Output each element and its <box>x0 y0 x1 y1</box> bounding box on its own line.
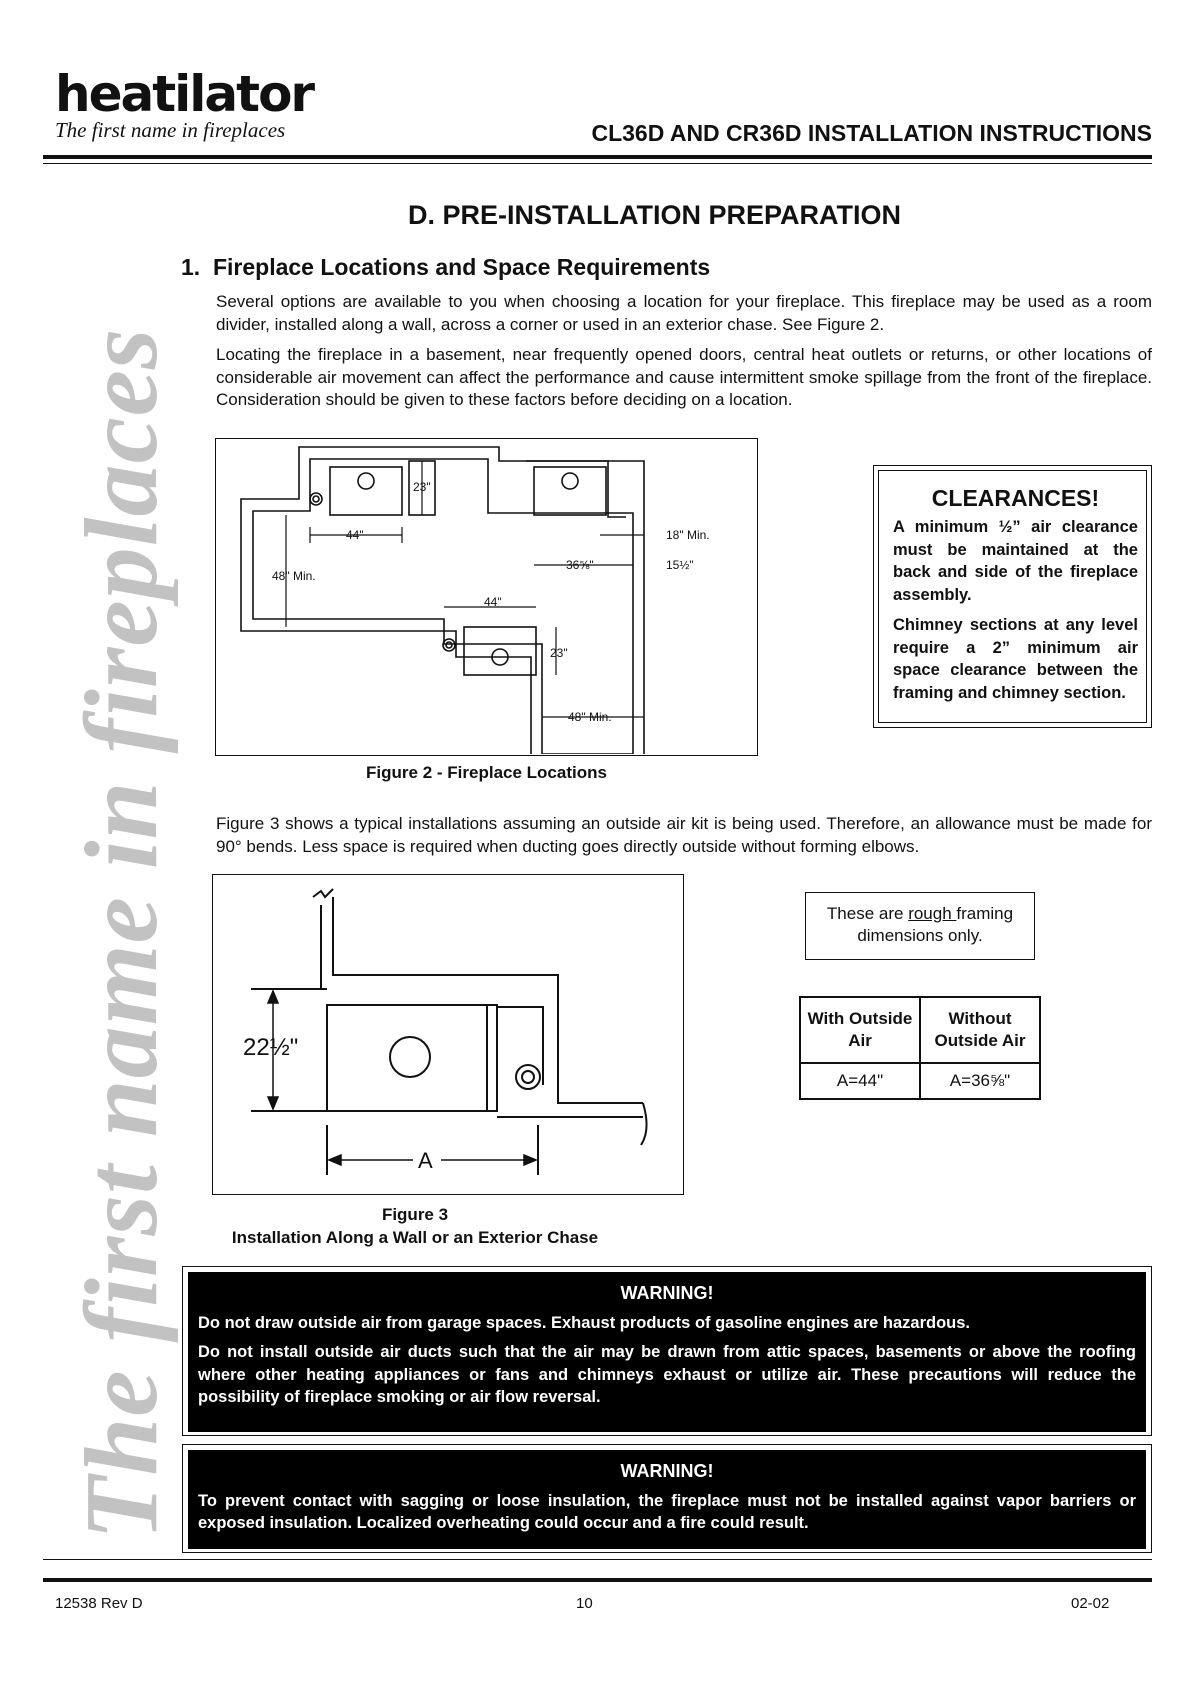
brand-tagline: The first name in fireplaces <box>55 118 286 142</box>
fireplace-locations-diagram <box>216 439 756 754</box>
rough-note-post: framing <box>956 904 1014 923</box>
footer-rule <box>43 1578 1152 1582</box>
warning-title: WARNING! <box>620 1283 714 1303</box>
dim-44-top: 44" <box>346 528 364 542</box>
table-row <box>800 1063 1040 1099</box>
clearances-title: CLEARANCES! <box>931 485 1100 511</box>
warning-garage-text: Do not draw outside air from garage spaces. Exhaust products of gasoline engines are hazardous. <box>198 1313 971 1332</box>
dim-48-left: 48" Min. <box>272 569 316 583</box>
header-without-outside-air: Without Outside Air <box>920 997 1040 1063</box>
figure-2-caption: Figure 2 - Fireplace Locations <box>366 763 607 782</box>
dim-36-5-8: 36⅝" <box>566 558 594 572</box>
subsection-title: 1. Fireplace Locations and Space Requirements <box>181 254 711 280</box>
header-rule-thin <box>43 163 1152 164</box>
warning-box-insulation <box>182 1444 1152 1553</box>
brand-name: heatilator <box>55 65 314 123</box>
dim-18-min: 18" Min. <box>666 528 710 542</box>
figure-2-frame <box>215 438 758 756</box>
rough-note-underlined: rough <box>908 904 957 923</box>
document-title: CL36D AND CR36D INSTALLATION INSTRUCTIONS <box>591 120 1152 146</box>
warning-insulation-text: To prevent contact with sagging or loose insulation, the fireplace must not be installed against vapor barriers or exposed insulation. Localized overheating could occur and a fire could result. <box>198 1491 1136 1532</box>
document-number: 12538 Rev D <box>55 1595 143 1612</box>
wall-installation-diagram <box>213 875 681 1193</box>
revision-date: 02-02 <box>1071 1595 1110 1612</box>
height-label: 22½" <box>243 1034 299 1061</box>
header-rule <box>43 155 1152 159</box>
clearances-chimney: Chimney sections at any level require a 2” minimum air space clearance between the framing and chimney section. <box>893 616 1138 702</box>
section-title: D. PRE-INSTALLATION PREPARATION <box>408 200 901 230</box>
dim-23-bottom: 23" <box>550 646 568 660</box>
clearances-box <box>873 465 1152 728</box>
warning-title: WARNING! <box>620 1461 714 1481</box>
footer-rule-thin <box>43 1559 1152 1560</box>
dim-44-bottom: 44" <box>484 595 502 609</box>
page-number: 10 <box>576 1595 593 1612</box>
value-without-outside-air: A=36⅝" <box>920 1063 1040 1099</box>
dimensions-table <box>799 996 1041 1100</box>
table-header-row <box>800 997 1040 1063</box>
rough-note-line2: dimensions only. <box>857 926 983 945</box>
value-with-outside-air: A=44" <box>800 1063 920 1099</box>
warning-ducts-text: Do not install outside air ducts such that the air may be drawn from attic spaces, basements or above the roofing where other heating appliances or fans and chimneys exhaust or utilize air. These precautions will reduce the possibility of fireplace smoking or air flow reversal. <box>198 1343 1136 1406</box>
figure-3-paragraph: Figure 3 shows a typical installations assuming an outside air kit is being used. Therefore, an allowance must be made for 90° bends. Less space is required when ducting goes directly outside without forming elbows. <box>216 814 1152 856</box>
warning-box-insulation-inner <box>188 1450 1146 1549</box>
figure-3-frame <box>212 874 684 1195</box>
dimension-a-label: A <box>418 1148 433 1173</box>
location-paragraph: Locating the fireplace in a basement, near frequently opened doors, central heat outlets or returns, or other locations of considerable air movement can affect the performance and cause intermittent smoke spillage from the front of the fireplace. Consideration should be given to these factors before deciding on a location. <box>216 345 1152 409</box>
warning-box-outside-air <box>182 1266 1152 1436</box>
clearances-air: A minimum ½” air clearance must be maintained at the back and side of the fireplace assembly. <box>893 518 1138 604</box>
rough-framing-note <box>805 892 1035 960</box>
rough-note-pre: These are <box>826 904 909 923</box>
brand-logo <box>55 65 314 143</box>
rough-note-line1 <box>806 903 1034 925</box>
warning-box-outside-air-inner <box>188 1272 1146 1432</box>
side-watermark: The first name in fireplaces <box>64 327 179 1540</box>
dim-23-top: 23" <box>413 480 431 494</box>
figure-3-caption-number: Figure 3 <box>381 1205 449 1224</box>
figure-3-caption-title: Installation Along a Wall or an Exterior Chase <box>231 1228 599 1247</box>
dim-15-half: 15½" <box>666 558 694 572</box>
header-with-outside-air: With Outside Air <box>800 997 920 1063</box>
intro-paragraph: Several options are available to you when choosing a location for your fireplace. This fireplace may be used as a room divider, installed along a wall, across a corner or used in an exterior chase. See Figure 2. <box>216 292 1152 334</box>
clearances-inner <box>878 470 1147 723</box>
dim-48-bottom: 48" Min. <box>568 710 612 724</box>
